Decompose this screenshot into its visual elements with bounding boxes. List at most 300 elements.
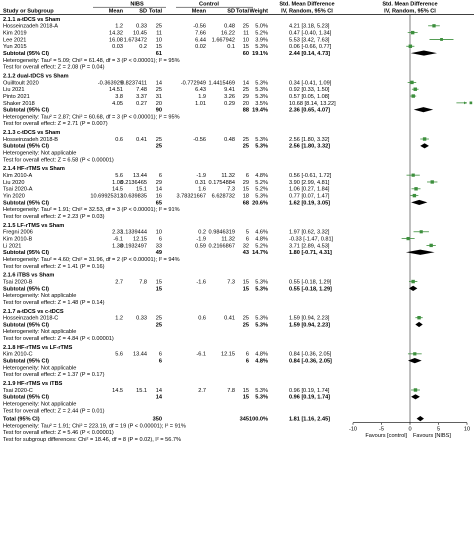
subtotal-ci-text: 0.55 [-0.18, 1.29] [289,286,332,293]
study-name: Liu 2021 [3,87,25,94]
study-ci-text: 4.21 [3.18, 5.23] [289,23,330,30]
study-ci-text: 5.53 [3.42, 7.63] [289,37,330,44]
study-total-nibs: 6 [158,236,162,243]
study-weight: 5.3% [255,315,268,322]
subtotal-label: Subtotal (95% CI) [3,250,49,257]
study-total-control: 29 [242,179,249,186]
study-name: Hosseinzadeh 2018-C [3,315,59,322]
subtotal-total-control: 43 [242,250,249,257]
x-tick-label: 5 [436,426,441,433]
study-point [423,137,426,140]
study-name: Fregni 2006 [3,229,33,236]
study-total-control: 29 [242,93,249,100]
x-tick-label: -10 [348,426,358,433]
subtotal-total-control: 6 [245,358,249,365]
study-sd-control: 3.26 [224,93,235,100]
study-weight: 3.9% [255,37,268,44]
subgroup-overall-effect: Test for overall effect: Z = 6.58 (P < 0.00001) [3,157,114,164]
subgroup-title: 2.1.4 HF-rTMS vs Sham [3,166,65,173]
study-name: Liu 2020 [3,179,25,186]
subtotal-weight: 14.7% [252,250,268,257]
study-ci-text: -0.33 [-1.47, 0.81] [289,236,334,243]
study-total-control: 25 [242,136,249,143]
study-sd-control: 11.32 [221,236,235,243]
study-sd-nibs: 0.2136465 [120,179,147,186]
subgroup-overall-effect: Test for overall effect: Z = 2.08 (P = 0.04) [3,64,105,71]
study-total-control: 25 [242,87,249,94]
study-total-control: 14 [242,80,249,87]
study-sd-control: 0.48 [224,23,235,30]
subgroup-title: 2.1.5 LF-rTMS vs Sham [3,222,65,229]
study-sd-nibs: 0.41 [136,136,147,143]
x-tick-label: 0 [408,426,412,433]
study-name: Shaker 2018 [3,100,35,107]
subtotal-label: Subtotal (95% CI) [3,107,49,114]
subtotal-weight: 19.1% [252,50,268,57]
subgroup-title: 2.1.9 HF-rTMS vs iTBS [3,381,63,388]
study-name: Yun 2015 [3,44,27,51]
study-sd-control: 0.9846319 [208,229,235,236]
subtotal-total-nibs: 14 [155,394,162,401]
study-total-nibs: 15 [155,44,162,51]
study-mean-nibs: 0.6 [115,136,123,143]
study-total-nibs: 29 [155,179,162,186]
subtotal-label: Subtotal (95% CI) [3,143,49,150]
study-weight: 5.3% [255,80,268,87]
subtotal-ci-text: 1.62 [0.19, 3.05] [289,200,331,207]
study-name: Ouilltoult 2020 [3,80,39,87]
study-mean-control: 2.7 [198,387,206,394]
subtotal-weight: 5.3% [255,394,268,401]
study-ci-text: 0.77 [0.07, 1.47] [289,193,330,200]
study-point [414,187,417,190]
study-point [411,280,414,283]
study-total-nibs: 33 [155,243,162,250]
study-mean-nibs: 2.7 [115,279,123,286]
study-ci-text: 3.90 [2.99, 4.81] [289,179,330,186]
subtotal-total-nibs: 65 [155,200,162,207]
subtotal-diamond [420,143,429,148]
subgroup-title: 2.1.2 dual-tDCS vs Sham [3,73,69,80]
study-total-nibs: 25 [155,23,162,30]
study-mean-control: 0.2 [198,229,206,236]
study-sd-control: 7.8 [227,387,235,394]
study-total-nibs: 10 [155,37,162,44]
study-sd-control: 0.1 [227,44,235,51]
subgroup-overall-effect: Test for overall effect: Z = 2.71 (P = 0.007) [3,121,108,128]
subtotal-ci-text: 2.36 [0.65, 4.07] [289,107,331,114]
study-point [417,316,420,319]
study-name: Kim 2010-B [3,236,33,243]
study-name: Yin 2020 [3,193,25,200]
study-total-nibs: 25 [155,315,162,322]
study-mean-control: -0.772949 [180,80,206,87]
subtotal-total-nibs: 25 [155,322,162,329]
subgroup-heterogeneity: Heterogeneity: Not applicable [3,365,77,372]
study-ci-text: 0.84 [-0.36, 2.05] [289,351,332,358]
subtotal-label: Subtotal (95% CI) [3,358,49,365]
study-name: Kim 2019 [3,30,27,37]
study-ci-text: 1.06 [0.27, 1.84] [289,186,330,193]
study-total-control: 18 [242,193,249,200]
study-name: Lee 2021 [3,37,27,44]
study-mean-control: 0.31 [195,179,206,186]
study-total-nibs: 11 [156,30,162,37]
subtotal-weight: 20.6% [252,200,268,207]
study-mean-nibs: 2.33 [112,229,123,236]
subtotal-total-control: 25 [242,322,249,329]
study-ci-text: 2.56 [1.80, 3.32] [289,136,330,143]
study-name: Kim 2010-C [3,351,33,358]
axis-favours-nibs: Favours [NIBS] [413,432,451,439]
footer-line: Test for subgroup differences: Chi² = 18.46, df = 8 (P = 0.02), I² = 56.7% [3,436,181,443]
study-sd-nibs: 7.8 [139,279,147,286]
study-total-nibs: 16 [155,193,162,200]
study-sd-nibs: 0.8237411 [120,80,147,87]
study-sd-nibs: 0.1932497 [120,243,147,250]
header-sd-nibs: SD [139,8,147,15]
subgroup-overall-effect: Test for overall effect: Z = 2.44 (P = 0.01) [3,408,105,415]
subtotal-ci-text: 2.44 [0.14, 4.73] [289,50,331,57]
study-mean-nibs: 0.03 [112,44,123,51]
header-smd-sub: IV, Random, 95% CI [281,8,333,15]
study-total-control: 20 [242,100,249,107]
study-total-nibs: 14 [155,80,162,87]
study-weight: 5.2% [255,179,268,186]
subtotal-label: Subtotal (95% CI) [3,50,49,57]
study-total-control: 6 [245,173,249,180]
study-ci-text: 3.71 [2.89, 4.53] [289,243,330,250]
subtotal-total-nibs: 61 [155,50,162,57]
study-weight: 5.3% [255,136,268,143]
study-sd-nibs: 0.2 [139,44,147,51]
header-study: Study or Subgroup [3,8,54,15]
subgroup-overall-effect: Test for overall effect: Z = 1.41 (P = 0.16) [3,263,105,270]
study-point [412,174,415,177]
study-mean-control: 1.01 [195,100,206,107]
study-sd-nibs: 10.639835 [120,193,147,200]
study-weight: 4.8% [255,236,268,243]
study-name: Kim 2010-A [3,173,33,180]
subtotal-total-nibs: 6 [158,358,162,365]
study-total-control: 15 [242,186,249,193]
study-mean-nibs: 14.51 [109,87,123,94]
subgroup-title: 2.1.8 HF-rTMS vs LF-rTMS [3,344,73,351]
study-total-control: 11 [243,30,249,37]
subgroup-heterogeneity: Heterogeneity: Tau² = 4.60; Chi² = 31.96, df = 2 (P < 0.00001); I² = 94% [3,256,180,263]
subgroup-title: 2.1.3 c-tDCS vs Sham [3,130,61,137]
study-mean-control: -6.1 [196,351,206,358]
study-total-nibs: 20 [155,100,162,107]
subtotal-ci-text: 1.80 [-0.71, 4.31] [289,250,332,257]
total-weight: 100.0% [249,416,268,423]
study-mean-nibs: 5.6 [115,351,123,358]
subtotal-total-nibs: 90 [155,107,162,114]
header-smd-title: Std. Mean Difference [279,1,335,8]
study-point [411,31,414,34]
study-name: Hosseinzadeh 2018-B [3,136,59,143]
study-sd-nibs: 7.48 [136,87,147,94]
subtotal-total-nibs: 25 [155,143,162,150]
study-mean-nibs: -0.363929 [97,80,123,87]
study-weight: 5.3% [255,87,268,94]
subgroup-overall-effect: Test for overall effect: Z = 4.84 (P < 0.00001) [3,336,114,343]
study-name: Pinto 2021 [3,93,30,100]
study-ci-text: 0.55 [-0.18, 1.29] [289,279,332,286]
total-ci-text: 1.81 [1.16, 2.45] [289,416,331,423]
study-ci-text: 0.96 [0.19, 1.74] [289,387,330,394]
study-name: Hosseinzadeh 2018-A [3,23,59,30]
study-total-control: 15 [242,387,249,394]
header-total-nibs: Total [149,8,162,15]
study-mean-nibs: 1.08 [112,179,123,186]
x-tick-label: -5 [379,426,384,433]
study-ci-text: 10.68 [8.14, 13.22] [289,100,336,107]
study-total-nibs: 6 [158,351,162,358]
study-sd-nibs: 3.37 [136,93,147,100]
study-ci-text: 1.59 [0.94, 2.23] [289,315,330,322]
header-group-control: Control [199,1,219,8]
subgroup-title: 2.1.1 a-tDCS vs Sham [3,16,61,23]
study-point [407,237,410,240]
subtotal-label: Subtotal (95% CI) [3,322,49,329]
study-mean-nibs: 1.2 [115,23,123,30]
study-mean-nibs: 14.32 [109,30,123,37]
subtotal-diamond [411,50,437,55]
study-ci-text: 0.92 [0.33, 1.50] [289,87,330,94]
study-mean-nibs: 3.8 [115,93,123,100]
study-name: Li 2021 [3,243,22,250]
study-total-control: 10 [242,37,249,44]
layer-marks [402,24,473,421]
study-total-control: 15 [242,44,249,51]
total-nibs: 350 [152,416,162,423]
study-total-nibs: 14 [155,387,162,394]
study-mean-control: 1.9 [198,93,206,100]
subtotal-ci-text: 0.96 [0.19, 1.74] [289,394,331,401]
subgroup-heterogeneity: Heterogeneity: Not applicable [3,329,77,336]
total-diamond [417,416,424,421]
header-smd-sub-plot: IV, Random, 95% CI [384,8,436,15]
study-ci-text: 0.56 [-0.61, 1.72] [289,173,332,180]
study-total-control: 25 [242,23,249,30]
header-sd-control: SD [227,8,235,15]
study-ci-text: 0.34 [-0.41, 1.09] [289,80,332,87]
study-weight: 4.8% [255,173,268,180]
subtotal-total-control: 15 [242,394,249,401]
header-smd-title-plot: Std. Mean Difference [382,1,438,8]
study-weight: 5.3% [255,193,268,200]
study-weight: 5.3% [255,44,268,51]
study-sd-control: 1.667942 [211,37,235,44]
subtotal-diamond [411,200,427,205]
study-point [413,194,416,197]
subgroup-title: 2.1.6 iTBS vs Sham [3,272,55,279]
subgroup-heterogeneity: Heterogeneity: Not applicable [3,401,77,408]
study-mean-nibs: 14.5 [112,186,123,193]
footer-line: Heterogeneity: Tau² = 1.91; Chi² = 223.19, df = 19 (P < 0.00001); I² = 91% [3,423,186,430]
study-sd-nibs: 15.1 [136,186,147,193]
study-point [410,81,413,84]
study-mean-nibs: 4.05 [112,100,123,107]
subtotal-weight: 19.4% [252,107,268,114]
study-total-nibs: 14 [155,186,162,193]
total-control: 345 [239,416,249,423]
study-mean-control: -1.9 [196,173,206,180]
subgroup-overall-effect: Test for overall effect: Z = 1.37 (P = 0.17) [3,372,105,379]
subtotal-label: Subtotal (95% CI) [3,200,49,207]
study-total-control: 6 [245,236,249,243]
subgroup-heterogeneity: Heterogeneity: Tau² = 2.87; Chi² = 60.68, df = 3 (P < 0.00001); I² = 95% [3,114,180,121]
study-weight: 4.6% [255,229,268,236]
study-sd-nibs: 10.45 [133,30,147,37]
subtotal-ci-text: 2.56 [1.80, 3.32] [289,143,331,150]
study-point [470,102,473,105]
study-point [412,94,415,97]
study-name: Tsai 2020-A [3,186,33,193]
study-mean-control: -0.56 [193,136,206,143]
study-ci-text: 0.47 [-0.40, 1.34] [289,30,332,37]
subgroup-heterogeneity: Heterogeneity: Not applicable [3,150,77,157]
study-total-control: 15 [242,279,249,286]
subtotal-label: Subtotal (95% CI) [3,286,49,293]
subtotal-weight: 5.3% [255,143,268,150]
subtotal-ci-text: 0.84 [-0.36, 2.05] [289,358,332,365]
study-sd-control: 0.41 [224,315,235,322]
study-weight: 5.2% [255,243,268,250]
study-mean-control: 6.44 [195,37,206,44]
study-total-nibs: 10 [155,229,162,236]
study-mean-control: 7.66 [195,30,206,37]
study-mean-nibs: 16.08 [109,37,123,44]
study-mean-control: -1.9 [196,236,206,243]
study-weight: 3.5% [255,100,268,107]
study-sd-control: 9.41 [224,87,235,94]
subtotal-diamond [411,394,420,399]
study-ci-text: 1.97 [0.62, 3.32] [289,229,330,236]
study-point [432,24,435,27]
study-total-control: 5 [245,229,249,236]
study-point [414,88,417,91]
study-mean-nibs: -6.1 [113,236,123,243]
study-sd-control: 0.48 [224,136,235,143]
subtotal-diamond [415,322,422,327]
study-mean-control: 0.02 [195,44,206,51]
study-mean-nibs: 1.2 [115,315,123,322]
study-sd-nibs: 12.15 [133,236,147,243]
subtotal-total-control: 25 [242,143,249,150]
study-mean-control: -0.56 [193,23,206,30]
study-point [429,244,432,247]
study-mean-nibs: 14.5 [112,387,123,394]
study-total-nibs: 25 [155,87,162,94]
subtotal-total-nibs: 15 [155,286,162,293]
subtotal-total-control: 60 [242,50,249,57]
study-sd-nibs: 0.33 [136,315,147,322]
study-mean-control: 0.6 [198,315,206,322]
x-tick-label: 10 [463,426,471,433]
study-mean-control: 6.43 [195,87,206,94]
subtotal-diamond [414,107,433,112]
study-point [413,352,416,355]
footer-line: Test for overall effect: Z = 5.46 (P < 0.00001) [3,430,114,437]
subtotal-weight: 5.3% [255,322,268,329]
study-sd-nibs: 0.33 [136,23,147,30]
study-mean-nibs: 1.38 [112,243,123,250]
subgroup-heterogeneity: Heterogeneity: Not applicable [3,293,77,300]
subtotal-ci-text: 1.59 [0.94, 2.23] [289,322,331,329]
study-weight: 5.3% [255,93,268,100]
subtotal-total-nibs: 49 [155,250,162,257]
study-sd-control: 16.22 [221,30,235,37]
study-total-nibs: 31 [155,93,162,100]
axis-favours-control: Favours [control] [365,432,407,439]
study-mean-nibs: 5.6 [115,173,123,180]
study-sd-control: 7.3 [227,279,235,286]
study-ci-text: 0.06 [-0.66, 0.77] [289,44,332,51]
study-sd-nibs: 13.44 [133,173,147,180]
study-sd-nibs: 13.44 [133,351,147,358]
study-weight: 5.2% [255,30,268,37]
subtotal-total-control: 68 [242,200,249,207]
study-total-control: 32 [242,243,249,250]
subgroup-overall-effect: Test for overall effect: Z = 2.23 (P = 0.03) [3,213,105,220]
study-sd-control: 0.1754884 [208,179,235,186]
subtotal-label: Subtotal (95% CI) [3,394,49,401]
study-weight: 4.8% [255,351,268,358]
study-mean-control: 3.78321667 [176,193,206,200]
study-sd-nibs: 15.1 [136,387,147,394]
subtotal-total-control: 88 [242,107,249,114]
total-label: Total (95% CI) [3,416,40,423]
study-weight: 5.3% [255,279,268,286]
study-ci-text: 0.57 [0.05, 1.08] [289,93,330,100]
study-sd-control: 12.15 [221,351,235,358]
study-sd-control: 6.628732 [211,193,235,200]
subtotal-weight: 4.8% [255,358,268,365]
study-total-control: 6 [245,351,249,358]
study-mean-control: -1.6 [196,279,206,286]
study-point [409,45,412,48]
subtotal-weight: 5.3% [255,286,268,293]
study-mean-nibs: 10.69925313 [90,193,123,200]
subgroup-title: 2.1.7 a-tDCS vs c-tDCS [3,308,64,315]
header-group-nibs: NIBS [130,1,144,8]
study-weight: 5.0% [255,23,268,30]
study-weight: 5.3% [255,387,268,394]
study-point [440,38,443,41]
subgroup-overall-effect: Test for overall effect: Z = 1.48 (P = 0.14) [3,299,105,306]
study-sd-control: 7.3 [227,186,235,193]
study-total-nibs: 15 [155,279,162,286]
study-point [420,230,423,233]
study-name: Tsai 2020-C [3,387,33,394]
study-total-nibs: 25 [155,136,162,143]
study-sd-control: 0.29 [224,100,235,107]
header-mean-control: Mean [191,8,206,15]
study-sd-control: 11.32 [221,173,235,180]
study-name: Tsai 2020-B [3,279,33,286]
study-total-control: 25 [242,315,249,322]
study-point [431,180,434,183]
subtotal-total-control: 15 [242,286,249,293]
study-sd-control: 0.2166867 [208,243,235,250]
subgroup-heterogeneity: Heterogeneity: Tau² = 1.91; Chi² = 32.53, df = 3 (P < 0.00001); I² = 91% [3,207,180,214]
study-mean-control: 0.59 [195,243,206,250]
layer-text [3,1,470,443]
subgroup-heterogeneity: Heterogeneity: Tau² = 5.09; Chi² = 61.48, df = 3 (P < 0.00001); I² = 95% [3,57,180,64]
study-sd-nibs: 0.27 [136,100,147,107]
